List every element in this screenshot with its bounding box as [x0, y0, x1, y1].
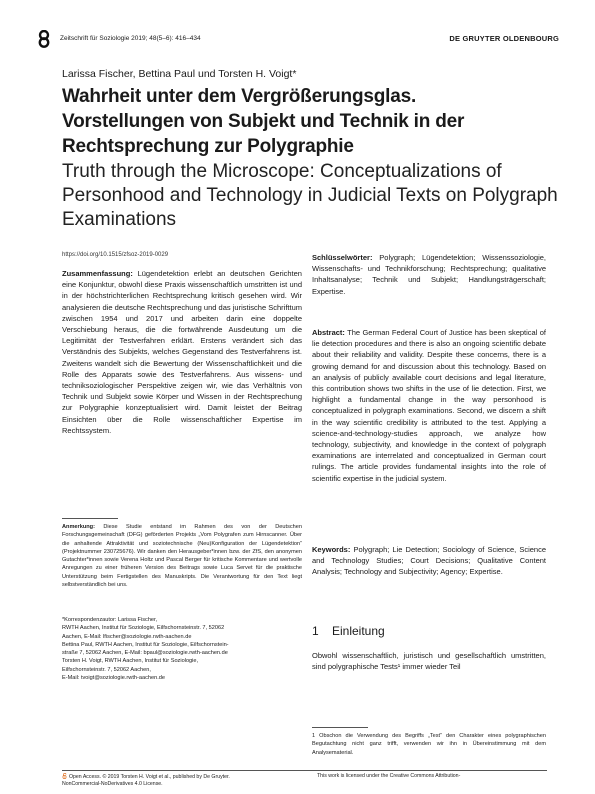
acknowledgement-text: Diese Studie entstand im Rahmen des von der Deutschen Forschungsgemeinschaft (DFG) geförderten Projekts „Vom Polygrafen zum Hirnscanner. Über die anhaltende Attraktivität und soziotechnische (Neu)Konfiguration der Lügendetektion“ (Projektnummer 230725676). Wir danken den Herausgeber*innen bzw. der ZfS, den anonymen Gutachter*innen sowie Verena Holtz und Pascal Berger für kritische Kommentare und wertvolle Anregungen zu einer früheren Version des Beitrags sowie Luca Servet für die praktische Unterstützung beim Fertigstellen des Manuskripts. Die Verantwortung für den Text liegt selbstverständlich bei uns. — [62, 524, 302, 589]
keywords-german-label: Schlüsselwörter: — [312, 253, 373, 262]
open-access-text: Open Access. © 2019 Torsten H. Voigt et al., published by De Gruyter. — [69, 774, 230, 780]
keywords-english — [312, 544, 546, 578]
footnote-divider — [312, 727, 368, 728]
title-english: Truth through the Microscope: Conceptualizations of Personhood and Technology in Judicial Texts on Polygraph Examinations — [62, 161, 558, 230]
acknowledgement-note — [62, 523, 302, 589]
correspondence-line: Eilfschornsteinstr. 7, 52062 Aachen, — [62, 666, 151, 673]
abstract-english-text: The German Federal Court of Justice has been skeptical of lie detection procedures and there is also an ongoing scientific debate about their reliability and validity. Despite these concerns, there is a growing demand for and discussion about this technology. Based on an analysis of publicly available court decisions and legal literature, this contribution shows two shifts in the use of lie detection. First, we highlight a fundamental change in the way personhood is conceptualized in polygraph examinations. Second, we discern a shift in the way scientific credibility is attributed to the test. Applying a science-and-technology-studies approach, we analyze how technology, subjectivity, and knowledge in the context of polygraph examinations are interrelated and conceptualized in German court rulings. The article provides fundamental insights into the role of scientific expertise in the judicial system. — [312, 328, 546, 483]
footnote: 1 Obschon die Verwendung des Begriffs „Test“ den Charakter eines polygraphischen Begutachtung nicht ganz trifft, verwenden wir ihn in Übereinstimmung mit dem Analysematerial. — [312, 733, 546, 756]
correspondence-line: RWTH Aachen, Institut für Soziologie, Eilfschornsteinstr. 7, 52062 — [62, 625, 225, 632]
abstract-german-text: Lügendetektion erlebt an deutschen Gerichten eine Konjunktur, obwohl diese Praxis wissenschaftlich umstritten ist und in der höchstrichterlichen Rechtsprechung kritisch gesehen wird. Wir analysieren die deutsche Rechtsprechung und das juristische Schrifttum zwischen 1954 und 2017 und arbeiten darin eine doppelte Verschiebung heraus, die die fortwährende Ausdeutung um die Legitimität der Testverfahren erklärt. Erstens verändert sich das Verständnis des Subjekts, welches Gegenstand des Testverfahrens ist. Zweitens wandelt sich die Bewertung der Wissenschaftlichkeit und die Rolle des Apparats sowie des Testverfahrens. Aus wissens- und techniksoziologischer Perspektive zeigen wir, wie das Verhältnis von Technik und Subjekt sowie Körper und Wissen in der Rechtsprechung zur Polygraphie konzeptualisiert wird. Damit leistet der Beitrag Einsichten über die Rolle wissenschaftlicher Expertise im Rechtssystem. — [62, 269, 302, 435]
abstract-german-label: Zusammenfassung: — [62, 269, 133, 278]
journal-citation: Zeitschrift für Soziologie 2019; 48(5–6): 416–434 — [60, 35, 201, 42]
correspondence-line: Bettina Paul, RWTH Aachen, Institut für Soziologie, Eilfschornstein- — [62, 641, 229, 648]
abstract-german — [62, 268, 302, 436]
correspondence-line: straße 7, 52062 Aachen, E-Mail: bpaul@soziologie.rwth-aachen.de — [62, 650, 228, 657]
running-header — [36, 32, 559, 46]
keywords-german — [312, 252, 546, 297]
license-text-continued[interactable]: NonCommercial-NoDerivatives 4.0 License. — [62, 781, 163, 787]
footer-divider — [62, 770, 547, 771]
section-title: Einleitung — [332, 624, 385, 638]
correspondence-line: Torsten H. Voigt, RWTH Aachen, Institut für Soziologie, — [62, 658, 199, 665]
correspondence-line: *Korrespondenzautor: Larissa Fischer, — [62, 617, 158, 623]
abstract-english — [312, 327, 546, 484]
author-list: Larissa Fischer, Bettina Paul und Torsten H. Voigt* — [62, 68, 297, 80]
degruyter-logo-icon — [36, 30, 52, 48]
correspondence-line: Aachen, E-Mail: lfischer@soziologie.rwth-aachen.de — [62, 633, 192, 640]
publisher-name: DE GRUYTER OLDENBOURG — [449, 34, 559, 43]
section-number: 1 — [312, 624, 319, 638]
keywords-german-text: Polygraph; Lügendetektion; Wissenssoziologie, Wissenschafts- und Technikforschung; Rechtsprechung; qualitative Inhaltsanalyse; Technik und Subjekt; Handlungsträgerschaft; Expertise. — [312, 253, 546, 296]
license-text[interactable]: This work is licensed under the Creative Commons Attribution- — [317, 773, 461, 779]
open-access-lock-icon — [62, 773, 67, 779]
keywords-english-label: Keywords: — [312, 545, 351, 554]
section-heading — [312, 624, 385, 638]
correspondence-line: E-Mail: tvoigt@soziologie.rwth-aachen.de — [62, 675, 165, 682]
acknowledgement-divider — [62, 518, 118, 519]
abstract-english-label: Abstract: — [312, 328, 345, 337]
title-german: Wahrheit unter dem Vergrößerungsglas. Vorstellungen von Subjekt und Technik in der Rechtsprechung zur Polygraphie — [62, 86, 465, 157]
doi-link[interactable]: https://doi.org/10.1515/zfsoz-2019-0029 — [62, 252, 169, 258]
acknowledgement-label: Anmerkung: — [62, 524, 95, 530]
keywords-english-text: Polygraph; Lie Detection; Sociology of Science, Science and Technology Studies; Court Decisions; Qualitative Content Analysis; Technology and Subjectivity; Agency; Expertise. — [312, 545, 547, 577]
correspondence-block — [62, 616, 302, 682]
introduction-paragraph: Obwohl wissenschaftlich, juristisch und gesellschaftlich umstritten, sind polygraphische Tests¹ immer wieder Teil — [312, 651, 546, 672]
